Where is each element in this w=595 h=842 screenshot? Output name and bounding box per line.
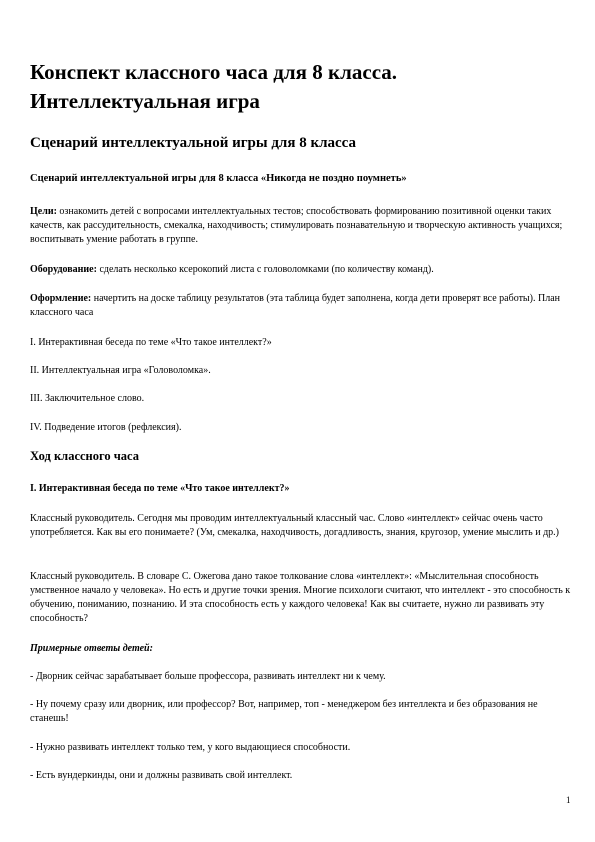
plan-item-1: I. Интерактивная беседа по теме «Что такое интеллект?» — [30, 337, 272, 348]
plan-item-3: III. Заключительное слово. — [30, 393, 145, 404]
answers-label: Примерные ответы детей: — [30, 643, 153, 654]
title-line-1: Конспект классного часа для 8 класса. — [30, 60, 398, 84]
goals-paragraph — [30, 205, 575, 247]
equipment-text: сделать несколько ксерокопий листа с головоломками (по количеству команд). — [96, 264, 434, 275]
progress-heading: Ход классного часа — [30, 449, 139, 463]
design-paragraph — [30, 292, 575, 320]
teacher-paragraph-2: Классный руководитель. В словаре С. Ожегова дано такое толкование слова «интеллект»: «Мыслительная способность умственное начало у человека». Но есть и другие точки зрения. Многие психологи считают, что интеллект - это способность к обучению, пониманию, познанию. И эта способность есть у каждого человека! Как вы считаете, нужно ли развивать эту способность? — [30, 571, 571, 624]
title-line-2: Интеллектуальная игра — [30, 89, 260, 113]
goals-label: Цели: — [30, 206, 57, 217]
design-text: начертить на доске таблицу результатов (эта таблица будет заполнена, когда дети проверят все работы). План классного часа — [30, 293, 560, 318]
answer-4: - Есть вундеркинды, они и должны развивать свой интеллект. — [30, 770, 293, 781]
equipment-paragraph — [30, 263, 575, 277]
teacher-paragraph-1: Классный руководитель. Сегодня мы проводим интеллектуальный классный час. Слово «интеллект» сейчас очень часто употребляется. Как вы его понимаете? (Ум, смекалка, находчивость, догадливость, знания, кругозор, умение мыслить и др.) — [30, 513, 559, 538]
plan-item-4: IV. Подведение итогов (рефлексия). — [30, 422, 182, 433]
answer-2: - Ну почему сразу или дворник, или профессор? Вот, например, топ - менеджером без интеллекта и без образования не станешь! — [30, 699, 538, 724]
equipment-label: Оборудование: — [30, 264, 97, 275]
page-number: 1 — [566, 795, 571, 805]
document-subtitle: Сценарий интеллектуальной игры для 8 класса — [30, 135, 357, 151]
section-heading: Сценарий интеллектуальной игры для 8 класса «Никогда не поздно поумнеть» — [30, 173, 407, 184]
document-title — [30, 58, 570, 116]
answer-1: - Дворник сейчас зарабатывает больше профессора, развивать интеллект ни к чему. — [30, 671, 386, 682]
plan-item-2: II. Интеллектуальная игра «Головоломка». — [30, 365, 211, 376]
goals-text: ознакомить детей с вопросами интеллектуальных тестов; способствовать формированию позитивной оценки таких качеств, как рассудительность, смекалка, находчивость; стимулировать познавательную и творческую активность учащихся; воспитывать умение работать в группе. — [30, 206, 563, 245]
answer-3: - Нужно развивать интеллект только тем, у кого выдающиеся способности. — [30, 742, 351, 753]
design-label: Оформление: — [30, 293, 92, 304]
part1-heading: I. Интерактивная беседа по теме «Что такое интеллект?» — [30, 483, 290, 494]
